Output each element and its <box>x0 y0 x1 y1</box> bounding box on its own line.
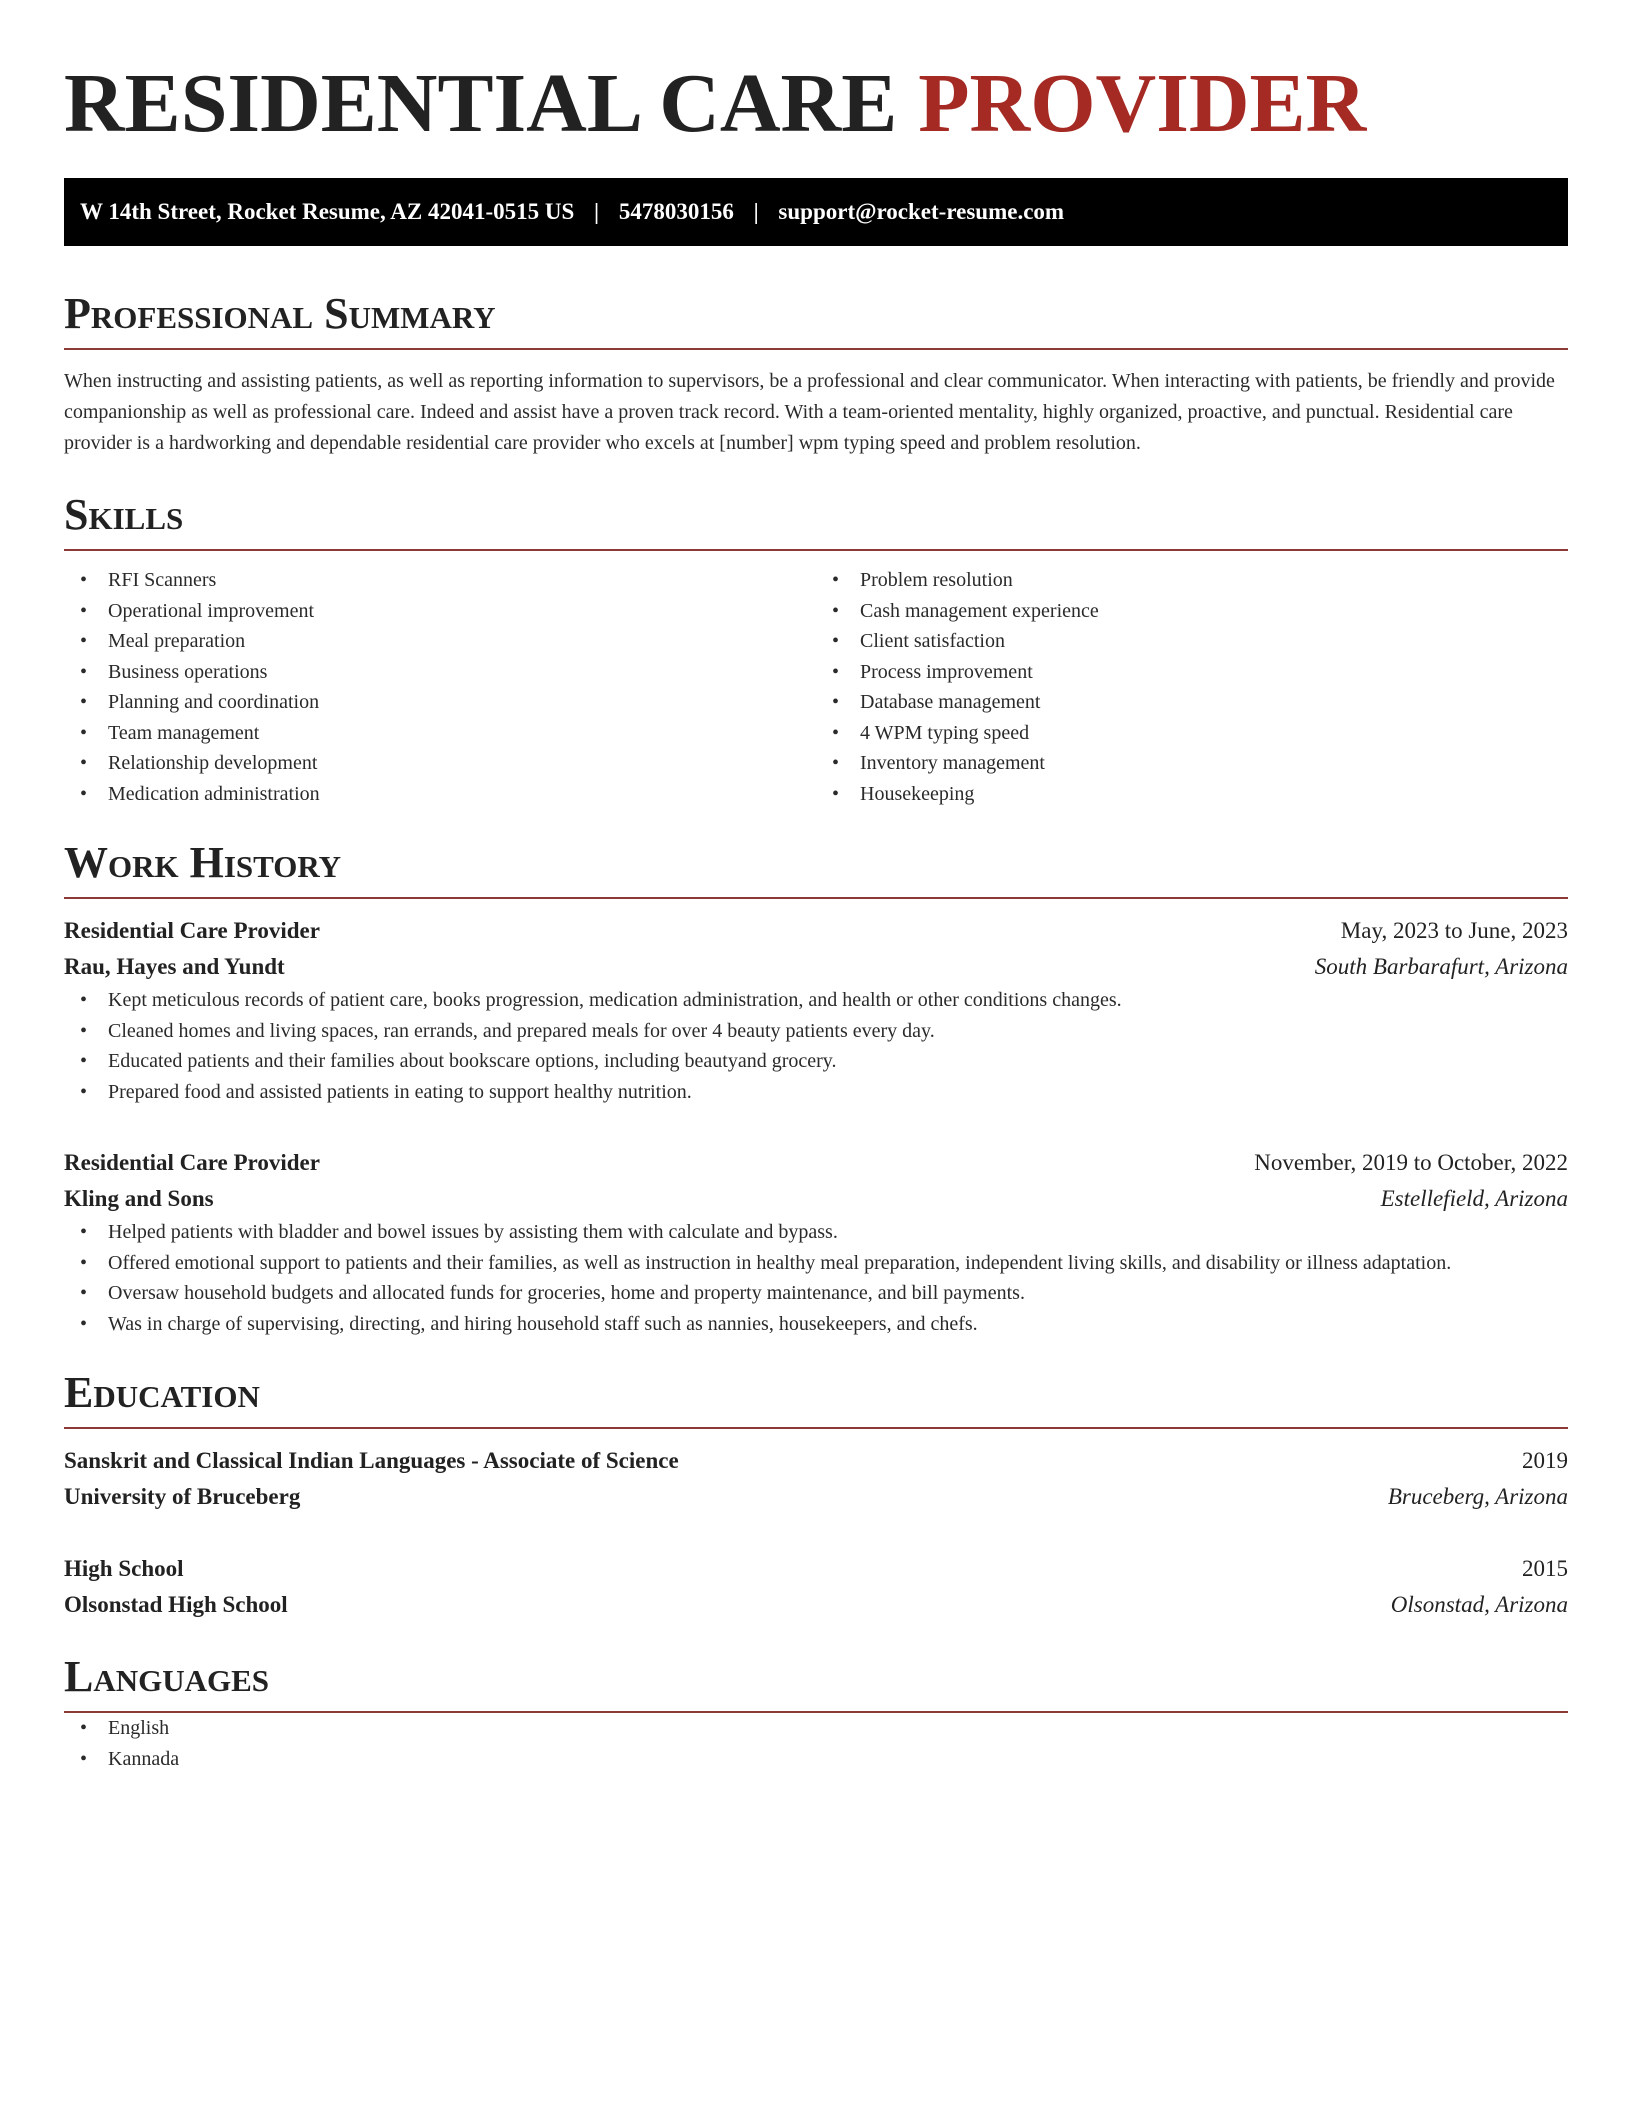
education-school: Olsonstad High School <box>64 1592 288 1617</box>
education-degree: Sanskrit and Classical Indian Languages - Associate of Science <box>64 1448 679 1473</box>
job-title-row <box>64 1145 1568 1181</box>
job-dates: November, 2019 to October, 2022 <box>1254 1150 1568 1175</box>
skills-column-left <box>64 565 816 809</box>
job-bullet: • Kept meticulous records of patient care, books progression, medication administration, and health or other conditions changes. <box>64 985 1568 1016</box>
job-bullet: • Cleaned homes and living spaces, ran errands, and prepared meals for over 4 beauty patients every day. <box>64 1016 1568 1047</box>
contact-phone: 5478030156 <box>618 199 734 224</box>
skills-grid <box>64 565 1568 809</box>
language-item: • English <box>64 1713 1568 1744</box>
education-degree-row <box>64 1443 1568 1479</box>
job-bullet: • Helped patients with bladder and bowel issues by assisting them with calculate and bypass. <box>64 1217 1568 1248</box>
skill-item: • Relationship development <box>64 748 816 779</box>
summary-section <box>64 286 1568 459</box>
job-company-row <box>64 949 1568 985</box>
skill-item: • Cash management experience <box>816 596 1568 627</box>
contact-separator: | <box>594 199 600 224</box>
contact-address: W 14th Street, Rocket Resume, AZ 42041-0515 US <box>80 199 575 224</box>
section-divider <box>64 1427 1568 1429</box>
job-bullet: • Educated patients and their families about bookscare options, including beautyand grocery. <box>64 1046 1568 1077</box>
languages-list <box>64 1713 1568 1774</box>
job-bullet: • Was in charge of supervising, directing, and hiring household staff such as nannies, housekeepers, and chefs. <box>64 1309 1568 1340</box>
section-divider <box>64 348 1568 350</box>
education-section <box>64 1365 1568 1623</box>
skill-item: • RFI Scanners <box>64 565 816 596</box>
skill-item: • Inventory management <box>816 748 1568 779</box>
skill-item: • Medication administration <box>64 779 816 810</box>
skill-item: • Housekeeping <box>816 779 1568 810</box>
skill-item: • Client satisfaction <box>816 626 1568 657</box>
education-school: University of Bruceberg <box>64 1484 301 1509</box>
job-company: Kling and Sons <box>64 1186 214 1211</box>
job-bullets <box>64 1217 1568 1339</box>
resume-name <box>64 54 1568 154</box>
name-first: RESIDENTIAL CARE <box>64 57 898 150</box>
job-bullet: • Prepared food and assisted patients in eating to support healthy nutrition. <box>64 1077 1568 1108</box>
job-bullet: • Oversaw household budgets and allocated funds for groceries, home and property maintenance, and bill payments. <box>64 1278 1568 1309</box>
summary-heading: Professional Summary <box>64 289 496 338</box>
job-location: South Barbarafurt, Arizona <box>1314 954 1568 979</box>
education-entry <box>64 1443 1568 1515</box>
skills-heading: Skills <box>64 490 184 539</box>
education-school-row <box>64 1587 1568 1623</box>
skills-column-right <box>816 565 1568 809</box>
education-location: Bruceberg, Arizona <box>1387 1484 1568 1509</box>
job-bullets <box>64 985 1568 1107</box>
job-dates: May, 2023 to June, 2023 <box>1340 918 1568 943</box>
skill-item: • Problem resolution <box>816 565 1568 596</box>
skill-item: • Business operations <box>64 657 816 688</box>
skill-item: • Planning and coordination <box>64 687 816 718</box>
job-entry <box>64 1145 1568 1339</box>
job-role: Residential Care Provider <box>64 1150 320 1175</box>
languages-heading: Languages <box>64 1652 270 1701</box>
skill-item: • 4 WPM typing speed <box>816 718 1568 749</box>
skill-item: • Process improvement <box>816 657 1568 688</box>
job-role: Residential Care Provider <box>64 918 320 943</box>
contact-separator: | <box>753 199 759 224</box>
summary-text: When instructing and assisting patients, as well as reporting information to supervisors, be a professional and clear communicator. When interacting with patients, be friendly and provide companionship as well as professional care. Indeed and assist have a proven track record. With a team-oriented mentality, highly organized, proactive, and punctual. Residential care provider is a hardworking and dependable residential care provider who excels at [number] wpm typing speed and problem resolution. <box>64 370 1555 454</box>
job-company: Rau, Hayes and Yundt <box>64 954 285 979</box>
skill-item: • Team management <box>64 718 816 749</box>
skill-item: • Meal preparation <box>64 626 816 657</box>
skills-section <box>64 487 1568 809</box>
name-last: PROVIDER <box>918 57 1367 150</box>
languages-section <box>64 1649 1568 1774</box>
education-degree-row <box>64 1551 1568 1587</box>
job-entry <box>64 913 1568 1107</box>
section-divider <box>64 549 1568 551</box>
job-company-row <box>64 1181 1568 1217</box>
job-bullet: • Offered emotional support to patients and their families, as well as instruction in healthy meal preparation, independent living skills, and disability or illness adaptation. <box>64 1248 1568 1279</box>
work-history-section <box>64 835 1568 1339</box>
education-location: Olsonstad, Arizona <box>1390 1592 1568 1617</box>
education-degree: High School <box>64 1556 184 1581</box>
education-entry <box>64 1551 1568 1623</box>
education-heading: Education <box>64 1368 260 1417</box>
skill-item: • Database management <box>816 687 1568 718</box>
work-history-heading: Work History <box>64 838 342 887</box>
contact-email: support@rocket-resume.com <box>778 199 1065 224</box>
job-title-row <box>64 913 1568 949</box>
education-school-row <box>64 1479 1568 1515</box>
education-year: 2015 <box>1522 1556 1568 1581</box>
education-year: 2019 <box>1522 1448 1568 1473</box>
skill-item: • Operational improvement <box>64 596 816 627</box>
language-item: • Kannada <box>64 1744 1568 1775</box>
job-location: Estellefield, Arizona <box>1380 1186 1568 1211</box>
section-divider <box>64 897 1568 899</box>
contact-bar <box>64 178 1568 246</box>
